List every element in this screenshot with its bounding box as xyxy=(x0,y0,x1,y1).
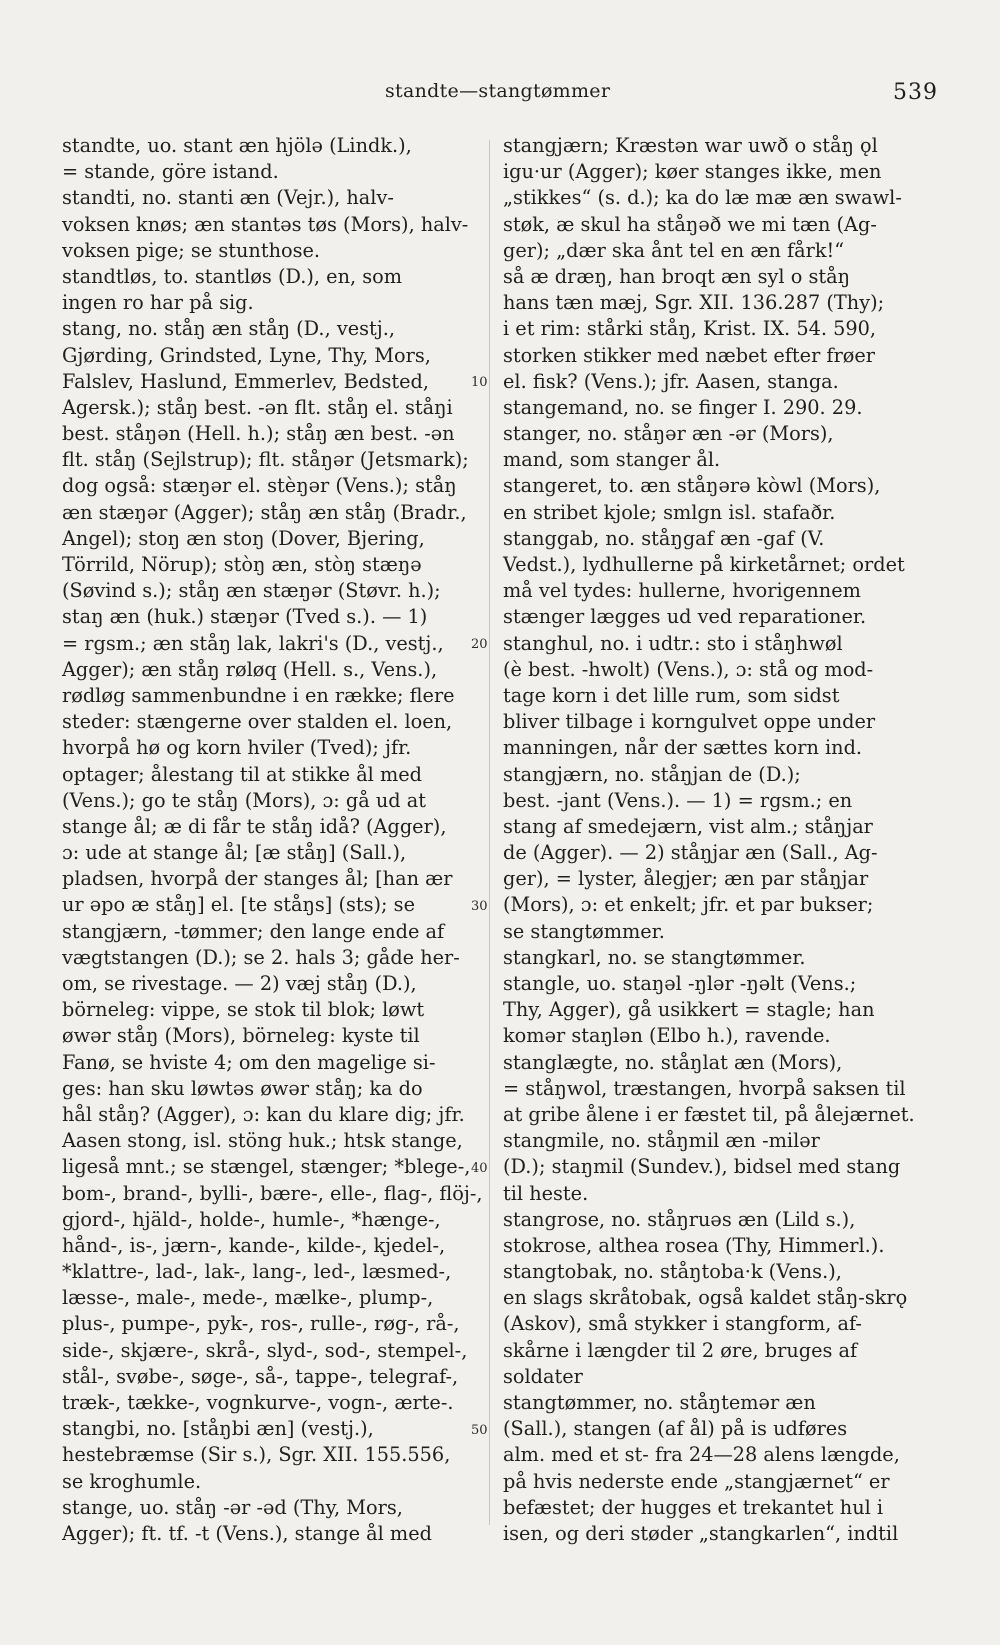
text-line: stangtobak, no. ståŋtoba·k (Vens.), xyxy=(503,1260,842,1284)
text-line: (Askov), små stykker i stangform, af- xyxy=(503,1312,862,1336)
text-line: stangtømmer, no. ståŋtemər æn xyxy=(503,1391,816,1414)
text-line: *klattre-, lad-, lak-, lang-, led-, læsmed-, xyxy=(62,1260,452,1284)
text-line: stanger, no. ståŋər æn -ər (Mors), xyxy=(503,422,834,446)
text-line: stangjærn; Kræstən war uwð o ståŋ ǫl xyxy=(503,134,878,157)
text-line: plus-, pumpe-, pyk-, ros-, rulle-, røg-, rå-, xyxy=(62,1312,460,1336)
text-line: ger), = lyster, ålegjer; æn par ståŋjar xyxy=(503,867,869,891)
text-line: stål-, svøbe-, søge-, så-, tappe-, telegraf-, xyxy=(62,1364,459,1388)
text-line: optager; ålestang til at stikke ål med xyxy=(62,762,423,786)
right-column xyxy=(503,133,935,1547)
text-line: Fanø, se hviste 4; om den magelige si- xyxy=(62,1050,436,1074)
text-line: så æ dræŋ, han broqt æn syl o ståŋ xyxy=(503,264,851,288)
line-number: 40 xyxy=(471,1160,488,1176)
text-line: stanglægte, no. ståŋlat æn (Mors), xyxy=(503,1050,843,1074)
text-line: stanggab, no. ståŋgaf æn -gaf (V. xyxy=(503,526,825,550)
text-line: stangemand, no. se finger I. 290. 29. xyxy=(503,395,863,419)
text-line: stangbi, no. [ståŋbi æn] (vestj.), xyxy=(62,1417,374,1441)
text-line: stangkarl, no. se stangtømmer. xyxy=(503,945,806,969)
text-line: storken stikker med næbet efter frøer xyxy=(503,343,876,367)
text-line: Agger); ft. tf. -t (Vens.), stange ål med xyxy=(62,1521,432,1545)
text-line: igu·ur (Agger); køer stanges ikke, men xyxy=(503,160,882,184)
line-number: 30 xyxy=(471,898,488,914)
text-line: stang af smedejærn, vist alm.; ståŋjar xyxy=(503,814,873,838)
text-line: stokrose, althea rosea (Thy, Himmerl.). xyxy=(503,1233,885,1257)
text-line: ɔ: ude at stange ål; [æ ståŋ] (Sall.), xyxy=(62,841,407,865)
text-line: (Vens.); go te ståŋ (Mors), ɔ: gå ud at xyxy=(62,788,427,812)
text-line: stangjærn, no. ståŋjan de (D.); xyxy=(503,762,801,786)
text-line: hånd-, is-, jærn-, kande-, kilde-, kjedel-, xyxy=(62,1233,446,1257)
text-line: til heste. xyxy=(503,1181,589,1205)
text-line: Gjørding, Grindsted, Lyne, Thy, Mors, xyxy=(62,343,431,367)
text-line: ligeså mnt.; se stængel, stænger; *blege-, xyxy=(62,1155,471,1179)
running-header xyxy=(0,80,1000,110)
text-line: stangeret, to. æn ståŋərə kòwl (Mors), xyxy=(503,474,881,498)
text-line: voksen pige; se stunthose. xyxy=(62,238,321,262)
text-line: tage korn i det lille rum, som sidst xyxy=(503,683,840,707)
text-line: at gribe ålene i er fæstet til, på ålejærnet. xyxy=(503,1102,915,1126)
text-line: (è best. -hwolt) (Vens.), ɔ: stå og mod- xyxy=(503,657,874,681)
text-line: Agersk.); ståŋ best. -ən flt. ståŋ el. ståŋi xyxy=(62,395,453,419)
text-line: en slags skråtobak, også kaldet ståŋ-skrǫ xyxy=(503,1286,908,1310)
text-line: Aasen stong, isl. stöng huk.; htsk stange, xyxy=(62,1129,463,1153)
text-line: ur əpo æ ståŋ] el. [te ståŋs] (sts); se xyxy=(62,893,415,917)
text-line: alm. med et st- fra 24—28 alens længde, xyxy=(503,1443,900,1467)
text-line: komər staŋlən (Elbo h.), ravende. xyxy=(503,1024,831,1048)
text-line: befæstet; der hugges et trekantet hul i xyxy=(503,1495,884,1519)
text-line: (D.); staŋmil (Sundev.), bidsel med stang xyxy=(503,1155,901,1179)
text-line: manningen, når der sættes korn ind. xyxy=(503,736,863,760)
text-line: læsse-, male-, mede-, mælke-, plump-, xyxy=(62,1286,434,1310)
text-line: = rgsm.; æn ståŋ lak, lakri's (D., vestj., xyxy=(62,631,444,655)
text-line: æn stæŋər (Agger); ståŋ æn ståŋ (Bradr., xyxy=(62,500,467,524)
text-line: ger); „dær ska ånt tel en æn fårk!“ xyxy=(503,238,845,262)
text-line: se stangtømmer. xyxy=(503,919,665,943)
text-line: stænger lægges ud ved reparationer. xyxy=(503,605,867,629)
text-line: hans tæn mæj, Sgr. XII. 136.287 (Thy); xyxy=(503,291,885,315)
text-line: (Søvind s.); ståŋ æn stæŋər (Støvr. h.); xyxy=(62,579,441,603)
line-number: 20 xyxy=(471,636,488,652)
text-line: hestebræmse (Sir s.), Sgr. XII. 155.556, xyxy=(62,1443,451,1467)
text-line: stang, no. ståŋ æn ståŋ (D., vestj., xyxy=(62,317,396,341)
text-line: hål ståŋ? (Agger), ɔ: kan du klare dig; jfr. xyxy=(62,1102,465,1126)
text-line: standti, no. stanti æn (Vejr.), halv- xyxy=(62,186,394,210)
text-line: standtløs, to. stantløs (D.), en, som xyxy=(62,264,403,288)
text-line: støk, æ skul ha ståŋəð we mi tæn (Ag- xyxy=(503,212,877,236)
text-line: på hvis nederste ende „stangjærnet“ er xyxy=(503,1469,890,1493)
text-line: börneleg: vippe, se stok til blok; løwt xyxy=(62,998,425,1022)
text-line: (Mors), ɔ: et enkelt; jfr. et par bukser; xyxy=(503,893,874,917)
text-line: dog også: stæŋər el. stèŋər (Vens.); ståŋ xyxy=(62,474,457,498)
text-line: gjord-, hjäld-, holde-, humle-, *hænge-, xyxy=(62,1207,441,1231)
text-line: en stribet kjole; smlgn isl. stafaðr. xyxy=(503,500,836,524)
text-line: i et rim: stårki ståŋ, Krist. IX. 54. 590, xyxy=(503,317,877,341)
page-number: 539 xyxy=(893,80,938,105)
text-line: ges: han sku løwtəs øwər ståŋ; ka do xyxy=(62,1076,423,1100)
text-line: bliver tilbage i korngulvet oppe under xyxy=(503,710,876,734)
line-number: 50 xyxy=(471,1422,488,1438)
line-number: 10 xyxy=(471,374,488,390)
text-line: staŋ æn (huk.) stæŋər (Tved s.). — 1) xyxy=(62,605,428,629)
text-line: stangmile, no. ståŋmil æn -milər xyxy=(503,1129,820,1153)
text-line: Vedst.), lydhullerne på kirketårnet; ordet xyxy=(503,553,905,576)
text-line: stangle, uo. staŋəl -ŋlər -ŋəlt (Vens.; xyxy=(503,972,857,995)
text-line: standte, uo. stant æn hjölə (Lindk.), xyxy=(62,134,412,157)
text-line: træk-, tække-, vognkurve-, vogn-, ærte-. xyxy=(62,1391,454,1414)
text-line: øwər ståŋ (Mors), börneleg: kyste til xyxy=(62,1024,420,1048)
text-line: Angel); stoŋ æn stoŋ (Dover, Bjering, xyxy=(62,526,425,550)
text-line: Törrild, Nörup); stòŋ æn, stòŋ stæŋə xyxy=(62,553,422,576)
text-line: side-, skjære-, skrå-, slyd-, sod-, stempel-, xyxy=(62,1338,468,1362)
text-line: pladsen, hvorpå der stanges ål; [han ær xyxy=(62,867,453,891)
text-line: best. ståŋən (Hell. h.); ståŋ æn best. -ən xyxy=(62,422,455,446)
text-line: isen, og deri støder „stangkarlen“, indtil xyxy=(503,1521,899,1545)
text-line: stangjærn, -tømmer; den lange ende af xyxy=(62,919,445,943)
running-title: standte—stangtømmer xyxy=(385,80,611,102)
text-line: el. fisk? (Vens.); jfr. Aasen, stanga. xyxy=(503,369,839,393)
text-line: mand, som stanger ål. xyxy=(503,448,721,472)
text-line: Agger); æn ståŋ røløq (Hell. s., Vens.), xyxy=(62,657,438,681)
text-line: soldater xyxy=(503,1364,583,1388)
text-line: (Sall.), stangen (af ål) på is udføres xyxy=(503,1417,848,1441)
text-line: se kroghumle. xyxy=(62,1469,202,1493)
text-line: flt. ståŋ (Sejlstrup); flt. ståŋər (Jetsmark); xyxy=(62,448,469,472)
text-line: må vel tydes: hullerne, hvorigennem xyxy=(503,579,861,603)
text-line: om, se rivestage. — 2) væj ståŋ (D.), xyxy=(62,972,417,995)
text-line: skårne i længder til 2 øre, bruges af xyxy=(503,1338,858,1362)
text-line: stange, uo. ståŋ -ər -əd (Thy, Mors, xyxy=(62,1495,403,1519)
text-line: stange ål; æ di får te ståŋ idå? (Agger), xyxy=(62,814,447,838)
column-divider xyxy=(489,140,490,1525)
text-line: = ståŋwol, træstangen, hvorpå saksen til xyxy=(503,1076,906,1100)
text-line: rødløg sammenbundne i en række; flere xyxy=(62,683,455,707)
text-line: de (Agger). — 2) ståŋjar æn (Sall., Ag- xyxy=(503,841,878,865)
text-line: „stikkes“ (s. d.); ka do læ mæ æn swawl- xyxy=(503,186,902,210)
text-line: ingen ro har på sig. xyxy=(62,291,254,315)
text-line: steder: stængerne over stalden el. loen, xyxy=(62,710,453,734)
text-line: = stande, göre istand. xyxy=(62,160,279,184)
text-line: vægtstangen (D.); se 2. hals 3; gåde her- xyxy=(62,945,460,969)
text-line: stanghul, no. i udtr.: sto i ståŋhwøl xyxy=(503,631,843,655)
text-line: best. -jant (Vens.). — 1) = rgsm.; en xyxy=(503,788,853,812)
text-line: bom-, brand-, bylli-, bære-, elle-, flag-, flöj-, xyxy=(62,1181,483,1205)
text-line: voksen knøs; æn stantəs tøs (Mors), halv- xyxy=(62,212,469,236)
text-line: Thy, Agger), gå usikkert = stagle; han xyxy=(503,998,875,1022)
text-line: hvorpå hø og korn hviler (Tved); jfr. xyxy=(62,736,412,760)
left-column xyxy=(62,133,483,1547)
text-line: stangrose, no. ståŋruəs æn (Lild s.), xyxy=(503,1207,856,1231)
text-line: Falslev, Haslund, Emmerlev, Bedsted, xyxy=(62,369,430,393)
